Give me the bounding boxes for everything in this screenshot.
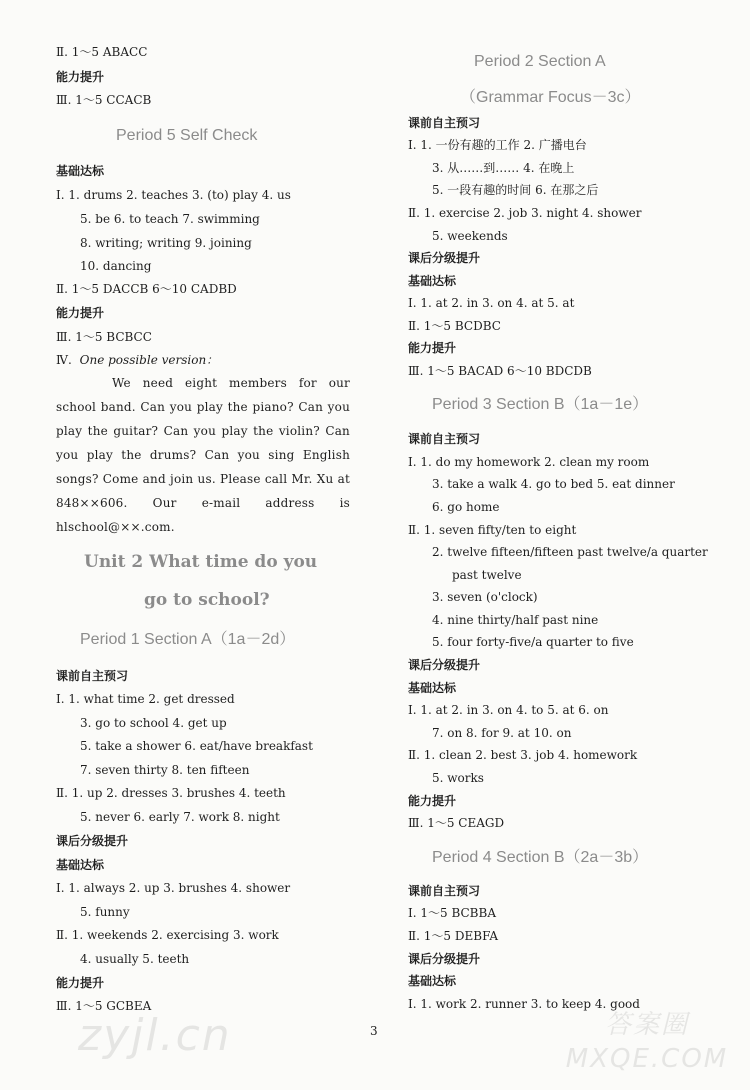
section-heading: 基础达标 (408, 681, 457, 695)
answer-line: Ⅱ. 1～5 DACCB 6～10 CADBD (56, 282, 237, 296)
answer-line: Ⅱ. 1～5 DEBFA (408, 929, 499, 943)
section-heading: 课前自主预习 (408, 884, 481, 898)
section-heading: 课后分级提升 (408, 251, 481, 265)
answer-line: Ⅲ. 1～5 CEAGD (408, 816, 505, 830)
period-title: Period 1 Section A（1a－2d） (80, 631, 296, 648)
answer-line: 4. nine thirty/half past nine (432, 613, 599, 627)
answer-line: Ⅲ. 1～5 BCBCC (56, 330, 152, 344)
answer-line: Ⅰ. 1. at 2. in 3. on 4. to 5. at 6. on (408, 703, 609, 717)
answer-line: past twelve (452, 568, 522, 582)
section-heading: 基础达标 (56, 858, 105, 872)
section-heading: 基础达标 (56, 164, 105, 178)
section-heading: 能力提升 (408, 794, 457, 808)
item-number: Ⅳ. (56, 353, 72, 367)
section-heading: 能力提升 (56, 70, 105, 84)
answer-line: Ⅰ. 1. 一份有趣的工作 2. 广播电台 (408, 138, 587, 152)
answer-line: Ⅱ. 1. exercise 2. job 3. night 4. shower (408, 206, 642, 220)
answer-line: Ⅰ. 1. at 2. in 3. on 4. at 5. at (408, 296, 575, 310)
answer-line: Ⅱ. 1～5 ABACC (56, 45, 148, 59)
answer-line: Ⅱ. 1. seven fifty/ten to eight (408, 523, 577, 537)
period-title: Period 4 Section B（2a－3b） (432, 849, 649, 866)
answer-line: 3. seven (o'clock) (432, 590, 538, 604)
answer-line: 5. take a shower 6. eat/have breakfast (80, 739, 313, 753)
period-title: Period 5 Self Check (116, 127, 258, 144)
answer-line: 8. writing; writing 9. joining (80, 236, 252, 250)
answer-line: 4. usually 5. teeth (80, 952, 190, 966)
answer-line: Ⅲ. 1～5 GCBEA (56, 999, 152, 1013)
period-subtitle: （Grammar Focus－3c） (460, 89, 641, 106)
period-title: Period 3 Section B（1a－1e） (432, 396, 649, 413)
answer-line: 6. go home (432, 500, 500, 514)
section-heading: 基础达标 (408, 274, 457, 288)
answer-line: 5. four forty-five/a quarter to five (432, 635, 634, 649)
answer-line: Ⅱ. 1. clean 2. best 3. job 4. homework (408, 748, 638, 762)
answer-line: 5. weekends (432, 229, 508, 243)
answer-line: 5. 一段有趣的时间 6. 在那之后 (432, 183, 599, 197)
answer-line: 3. go to school 4. get up (80, 716, 227, 730)
answer-line: 5. never 6. early 7. work 8. night (80, 810, 280, 824)
answer-line: 10. dancing (80, 259, 152, 273)
answer-line: Ⅰ. 1. do my homework 2. clean my room (408, 455, 650, 469)
unit-title: go to school? (144, 590, 270, 610)
section-heading: 能力提升 (408, 341, 457, 355)
answer-line: 7. on 8. for 9. at 10. on (432, 726, 572, 740)
answer-line: Ⅱ. 1. up 2. dresses 3. brushes 4. teeth (56, 786, 286, 800)
section-heading: 能力提升 (56, 306, 105, 320)
answer-line: Ⅲ. 1～5 CCACB (56, 93, 152, 107)
section-heading: 课后分级提升 (56, 834, 129, 848)
answer-line: 7. seven thirty 8. ten fifteen (80, 763, 250, 777)
answer-line: Ⅰ. 1. always 2. up 3. brushes 4. shower (56, 881, 291, 895)
section-heading: 能力提升 (56, 976, 105, 990)
answer-line: 5. be 6. to teach 7. swimming (80, 212, 260, 226)
unit-title: Unit 2 What time do you (84, 552, 318, 572)
section-heading: 课后分级提升 (408, 658, 481, 672)
answer-line: Ⅱ. 1～5 BCDBC (408, 319, 501, 333)
answer-line: Ⅰ. 1～5 BCBBA (408, 906, 496, 920)
section-heading: 课前自主预习 (408, 432, 481, 446)
sample-paragraph: We need eight members for our school band. Can you play the piano? Can you play the guitar? Can you play the violin? Can you play the drums? Can you sing English songs? Come and join us. Please call Mr. Xu at 848××606. Our e-mail address is hlschool@××.com. (56, 376, 350, 534)
answer-line: Ⅱ. 1. weekends 2. exercising 3. work (56, 928, 279, 942)
answer-line: Ⅰ. 1. what time 2. get dressed (56, 692, 235, 706)
answer-line: 5. funny (80, 905, 130, 919)
section-heading: 课后分级提升 (408, 952, 481, 966)
answer-line: Ⅰ. 1. drums 2. teaches 3. (to) play 4. us (56, 188, 291, 202)
version-label: One possible version： (79, 353, 219, 367)
answer-line (56, 352, 218, 368)
page-number: 3 (370, 1024, 378, 1038)
answer-line: Ⅰ. 1. work 2. runner 3. to keep 4. good (408, 997, 640, 1011)
answer-line: 5. works (432, 771, 484, 785)
answer-line: 3. 从……到…… 4. 在晚上 (432, 161, 575, 175)
answer-line: 2. twelve fifteen/fifteen past twelve/a quarter (432, 545, 708, 559)
watermark-left: zyjl.cn (78, 1010, 232, 1061)
watermark-right: 答案圈 MXQE.COM (565, 1010, 729, 1074)
answer-line: Ⅲ. 1～5 BACAD 6～10 BDCDB (408, 364, 592, 378)
section-heading: 课前自主预习 (56, 669, 129, 683)
section-heading: 课前自主预习 (408, 116, 481, 130)
answer-line: 3. take a walk 4. go to bed 5. eat dinner (432, 477, 675, 491)
period-title: Period 2 Section A (474, 53, 606, 70)
section-heading: 基础达标 (408, 974, 457, 988)
